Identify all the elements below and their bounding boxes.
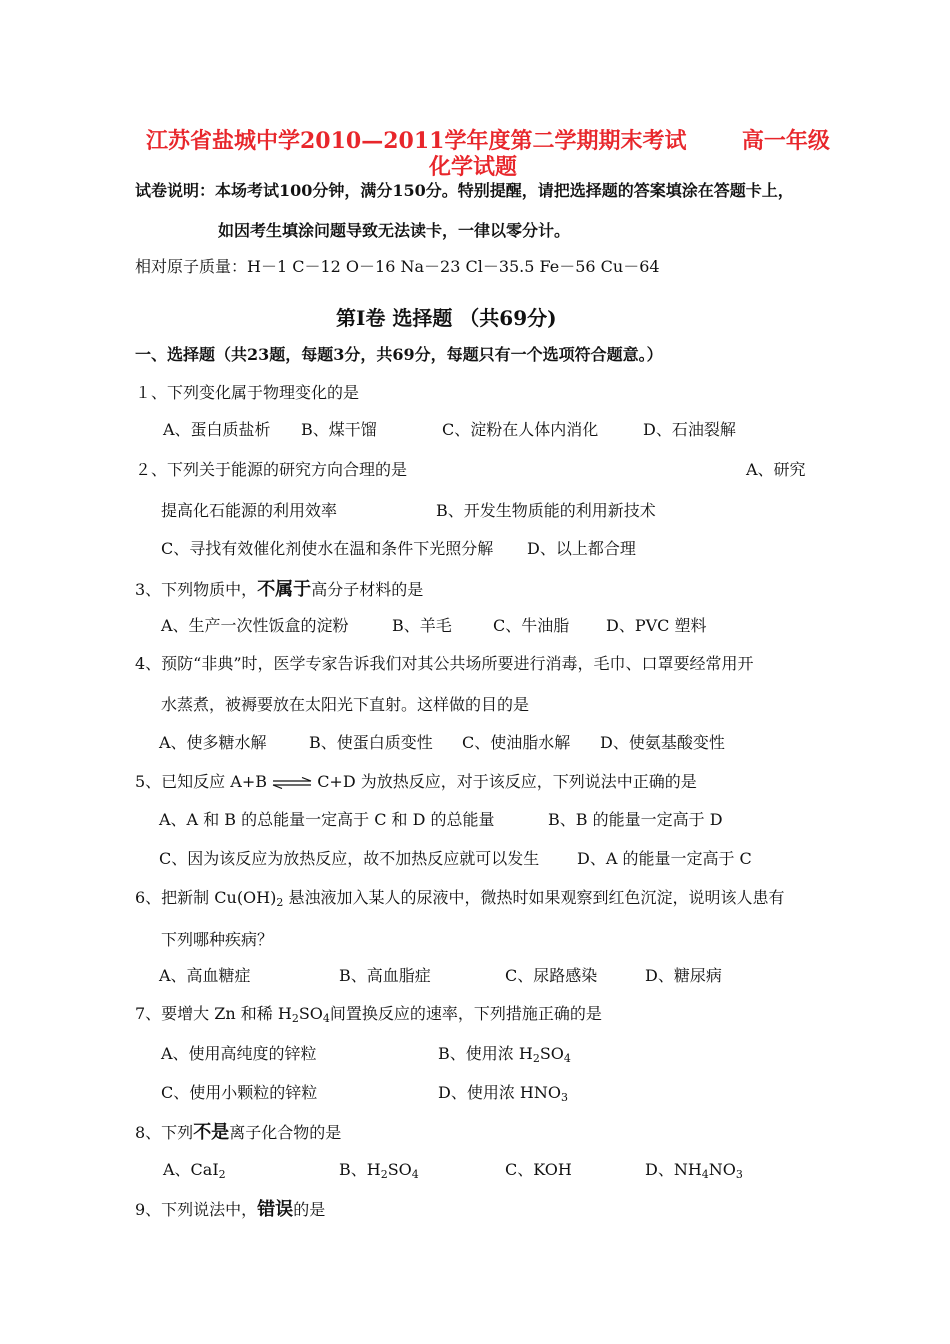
exam-title: 江苏省盐城中学2010—2011学年度第二学期期末考试 xyxy=(146,128,687,154)
q9-stem: 9、下列说法中，错误的是 xyxy=(135,1199,326,1220)
q6-option-d: D、糖尿病 xyxy=(645,966,722,985)
q1-option-a: A、蛋白质盐析 xyxy=(163,420,271,439)
q7-option-b: B、使用浓 $H_2SO_4$ xyxy=(438,1044,571,1065)
q6-option-a: A、高血糖症 xyxy=(159,966,251,985)
q2-option-b: B、开发生物质能的利用新技术 xyxy=(436,501,656,520)
q6-stem-line1: 6、把新制 $Cu(OH)_2$ 悬浊液加入某人的尿液中，微热时如果观察到红色沉淀，说明该人患有 xyxy=(135,888,785,909)
q6-stem-line2: 下列哪种疾病？ xyxy=(161,930,274,949)
exam-instructions-line2: 如因考生填涂问题导致无法读卡，一律以零分计。 xyxy=(218,221,571,240)
section-note: 一、选择题（共23题，每题3分，共69分，每题只有一个选项符合题意。） xyxy=(135,345,663,364)
q1-option-c: C、淀粉在人体内消化 xyxy=(442,420,599,439)
q7-option-c: C、使用小颗粒的锌粒 xyxy=(161,1083,318,1102)
q1-option-d: D、石油裂解 xyxy=(643,420,736,439)
q9-emphasis: 错误 xyxy=(257,1199,294,1220)
atomic-masses: 相对原子质量：H－1 C－12 O－16 Na－23 Cl－35.5 Fe－56 Cu－64 xyxy=(135,257,660,276)
q5-option-a: A、A 和 B 的总能量一定高于 C 和 D 的总能量 xyxy=(159,810,495,829)
part1-heading: 第Ⅰ卷 选择题 （共69分) xyxy=(336,306,557,330)
q1-option-b: B、煤干馏 xyxy=(301,420,377,439)
q2-option-a-tail: 提高化石能源的利用效率 xyxy=(161,501,338,520)
q7-option-a: A、使用高纯度的锌粒 xyxy=(161,1044,317,1063)
q4-option-c: C、使油脂水解 xyxy=(462,733,571,752)
q3-option-d: D、PVC 塑料 xyxy=(606,616,707,635)
q3-option-b: B、羊毛 xyxy=(392,616,452,635)
exam-instructions-line1: 试卷说明：本场考试100分钟，满分150分。特别提醒，请把选择题的答案填涂在答题卡上， xyxy=(135,181,794,200)
q1-stem: １、下列变化属于物理变化的是 xyxy=(135,383,360,402)
q2-option-d: D、以上都合理 xyxy=(527,539,636,558)
q4-option-a: A、使多糖水解 xyxy=(159,733,267,752)
q3-option-a: A、生产一次性饭盒的淀粉 xyxy=(161,616,349,635)
q2-option-c: C、寻找有效催化剂使水在温和条件下光照分解 xyxy=(161,539,494,558)
q5-stem: 5、已知反应 A+B C+D 为放热反应，对于该反应，下列说法中正确的是 xyxy=(135,772,697,791)
q8-option-a: A、CaI$_2$ xyxy=(163,1160,226,1181)
q3-stem: 3、下列物质中，不属于高分子材料的是 xyxy=(135,579,424,600)
exam-subject-title: 化学试题 xyxy=(429,154,518,180)
q2-option-a-head: A、研究 xyxy=(746,460,806,479)
q8-emphasis: 不是 xyxy=(193,1122,230,1143)
q6-option-b: B、高血脂症 xyxy=(339,966,431,985)
q6-option-c: C、尿路感染 xyxy=(505,966,598,985)
q7-option-d: D、使用浓 $HNO_3$ xyxy=(438,1083,568,1104)
q3-emphasis: 不属于 xyxy=(257,579,312,600)
q3-option-c: C、牛油脂 xyxy=(493,616,570,635)
q8-option-c: C、KOH xyxy=(505,1160,572,1179)
q7-stem: 7、要增大 Zn 和稀 $H_2SO_4$间置换反应的速率，下列措施正确的是 xyxy=(135,1004,602,1025)
q4-option-b: B、使蛋白质变性 xyxy=(309,733,433,752)
equilibrium-arrow-icon xyxy=(272,777,312,789)
q8-stem: 8、下列不是离子化合物的是 xyxy=(135,1122,342,1143)
q8-option-b: B、$H_2SO_4$ xyxy=(339,1160,419,1181)
grade-label: 高一年级 xyxy=(741,128,830,154)
q8-option-d: D、$NH_4NO_3$ xyxy=(645,1160,743,1181)
q5-option-d: D、A 的能量一定高于 C xyxy=(577,849,752,868)
q4-stem-line2: 水蒸煮，被褥要放在太阳光下直射。这样做的目的是 xyxy=(161,695,530,714)
q2-stem: ２、下列关于能源的研究方向合理的是 xyxy=(135,460,408,479)
q5-option-c: C、因为该反应为放热反应，故不加热反应就可以发生 xyxy=(159,849,540,868)
q5-option-b: B、B 的能量一定高于 D xyxy=(548,810,723,829)
q4-option-d: D、使氨基酸变性 xyxy=(600,733,725,752)
q4-stem-line1: 4、预防“非典”时，医学专家告诉我们对其公共场所要进行消毒，毛巾、口罩要经常用开 xyxy=(135,654,754,673)
